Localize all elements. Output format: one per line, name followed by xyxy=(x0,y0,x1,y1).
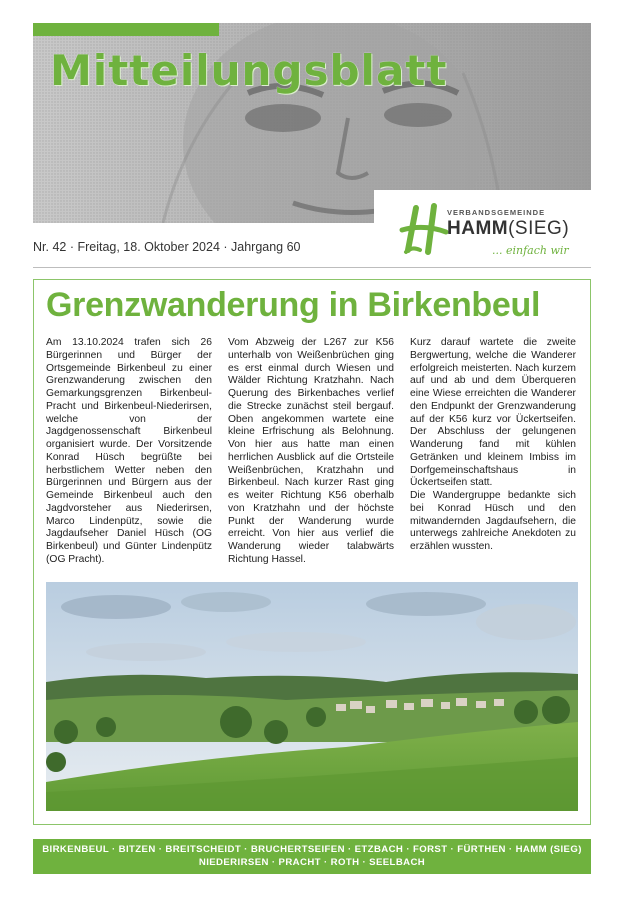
footer-municipalities-bar xyxy=(33,839,591,874)
article-paragraph: Am 13.10.2024 trafen sich 26 Bürgerinnen und Bürger der Ortsgemeinde Birkenbeul zu einer Grenzwanderung zwischen den Gemarkungsgrenzen Birkenbeul-Pracht und Birkenbeul-Niederirsen, welche von der Jagdgenossenschaft Birkenbeul organisiert wurde. Der Vorsitzende Konrad Hüsch begrüßte bei herbstlichem Wetter neben den Bürgerinnen und Bürgern aus der Gemeinde Birkenbeul auch den Jagdvorsteher aus Niederirsen, Marco Lindenpütz, sowie die Jagdaufseher Daniel Hüsch (OG Birkenbeul) und Günter Lindenpütz (OG Pracht). xyxy=(46,337,212,565)
logo-slogan: ... einfach wir xyxy=(492,244,569,257)
hamm-logo-icon xyxy=(398,202,454,258)
masthead-accent-bar xyxy=(33,23,219,36)
logo-org-line: VERBANDSGEMEINDE xyxy=(447,208,546,217)
footer-line-2: NIEDERIRSEN · PRACHT · ROTH · SEELBACH xyxy=(198,856,426,868)
logo-name xyxy=(447,218,569,240)
footer-municipalities xyxy=(33,844,591,869)
article-paragraph: Vom Abzweig der L267 zur K56 unterhalb von Weißenbrüchen ging es erst einmal durch Wiesen und Wälder Richtung Kratzhahn. Nach Querung des Birkenbaches verlief die Strecke zunächst steil bergauf. Oben angekommen wartete eine kleine Erfrischung als Belohnung. Von hier aus hatte man einen herrlichen Ausblick auf die Ortsteile Weißenbrüchen, Kratzhahn und Birkenbeul. Nach kurzer Rast ging es weiter Richtung K56 oberhalb von Kratzhahn und der höchste Punkt der Wanderung wurde erreicht. Von hier aus verlief die Wanderung wieder talabwärts Richtung Hassel. xyxy=(228,337,394,565)
article-column-3 xyxy=(410,337,576,554)
landscape-illustration xyxy=(46,582,578,811)
article-paragraph: Die Wandergruppe bedankte sich bei Konrad Hüsch und den mitwandernden Jagdaufsehern, die unterwegs zahlreiche Anekdoten zu erzählen wussten. xyxy=(410,490,576,552)
logo-block xyxy=(374,190,592,270)
logo-name-paren: (SIEG) xyxy=(508,218,570,239)
article-headline: Grenzwanderung in Birkenbeul xyxy=(46,286,541,324)
landscape-photo xyxy=(46,582,578,811)
article-paragraph: Kurz darauf wartete die zweite Bergwertung, welche die Wanderer erfolgreich meisterten. Nach kurzem auf und ab und dem Überqueren eine Wiese erreichten die Wanderer den Endpunkt der Grenzwanderung auf der K56 kurz vor Ückertseifen. Der Abschluss der gelungenen Wanderung fand mit kühlen Getränken und kleinem Imbiss im Dorfgemeinschaftshaus in Ückertseifen statt. xyxy=(410,337,576,489)
article-column-1 xyxy=(46,337,212,567)
issue-info: Nr. 42 · Freitag, 18. Oktober 2024 · Jahrgang 60 xyxy=(33,240,301,254)
footer-line-1: BIRKENBEUL · BITZEN · BREITSCHEIDT · BRUCHERTSEIFEN · ETZBACH · FORST · FÜRTHEN · HAMM (SIEG) xyxy=(42,844,582,855)
publication-title: Mitteilungsblatt xyxy=(50,46,448,95)
divider xyxy=(33,267,591,268)
logo-name-main: HAMM xyxy=(447,218,509,239)
article-column-2 xyxy=(228,337,394,567)
